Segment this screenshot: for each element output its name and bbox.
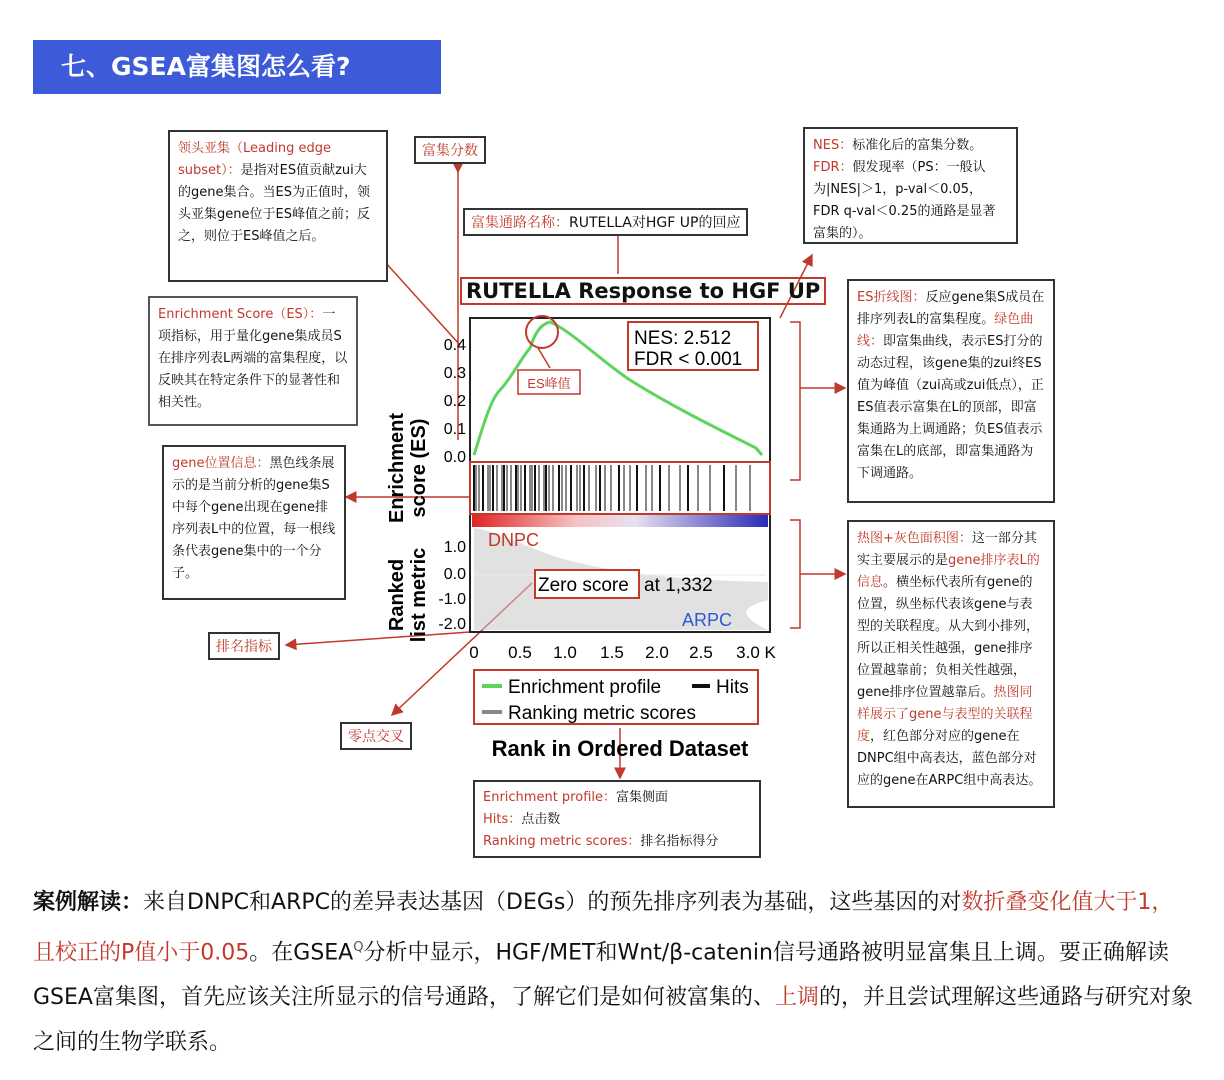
hits-body: 点击数 [521,812,561,827]
x-tick-label: 0 [469,643,479,662]
rank-axis-label-line2: list metric [408,547,430,643]
legend-enrichment-profile: Enrichment profile [508,677,662,698]
paragraph-part2: 。在GSEA [249,940,354,966]
es-tick-label: 0.1 [443,421,466,438]
pathway-name-tag [463,208,748,236]
nes-value: NES: 2.512 [634,328,732,349]
es-tick-label: 0.3 [443,365,466,382]
paragraph-lead: 案例解读： [33,890,144,915]
bracket-es-curve [790,322,845,480]
heatmap-note [847,520,1055,808]
heatmap-body1: 这一部分其实主要展示的是 [857,531,1037,568]
x-tick-label: 2.5 [689,643,713,662]
rank-tick-label: 0.0 [443,566,466,583]
x-ticks [469,643,776,662]
rank-tick-label: -2.0 [438,616,466,633]
es-tick-label: 0.4 [443,337,466,354]
zero-score-rest: at 1,332 [644,575,713,596]
rank-axis-label-line1: Ranked [386,558,408,632]
heatmap-red1: gene排序表L的信息 [857,553,1040,590]
paragraph-part4: 的，并且尝试理解这些通路与研究对象之间的生物学联系。 [33,985,1193,1056]
paragraph-highlight-2: 上调 [774,985,819,1011]
heatmap-body2: 。横坐标代表所有gene的位置，纵坐标代表该gene与表型的关联程度。从大到小排列，所以正相关性越强，gene排序位置越靠前；负相关性越强，gene排序位置越靠后。 [857,575,1040,700]
es-def-title: Enrichment Score（ES）： [158,307,323,322]
legend-hits: Hits [716,677,749,698]
es-tick-label: 0.2 [443,393,466,410]
gene-position-body: 黑色线条展示的是当前分析的gene集S中每个gene出现在gene排序列表L中的位置，每一根线条代表gene集中的一个分子。 [172,456,336,581]
green-curve-label: 绿色曲线： [857,312,1034,349]
enrichment-score-tag: 富集分数 [414,136,486,164]
arpc-label: ARPC [682,610,733,630]
leading-edge-body: 是指对ES值贡献zui大的gene集合。当ES为正值时，领头亚集gene位于ES峰值之前；反之，则位于ES峰值之后。 [178,163,370,244]
es-def-body: 一项指标，用于量化gene集成员S在排序列表L两端的富集程度，以反映其在特定条件下的显著性和相关性。 [158,307,348,410]
rank-ticks [438,539,466,633]
gene-position-title: gene位置信息： [172,456,270,471]
legend-ranking-metric: Ranking metric scores [508,703,696,724]
es-tick-label: 0.0 [443,449,466,466]
es-curve-body1: 反应gene集S成员在排序列表L的富集程度。 [857,290,1045,327]
x-tick-label: 3.0 K [736,643,776,662]
paragraph-highlight: 数折叠变化值大于1，且校正的P值小于0.05 [33,890,1174,966]
rank-tick-label: 1.0 [443,539,466,556]
nes-body: 标准化后的富集分数。 [852,138,983,153]
fdr-value: FDR < 0.001 [634,349,743,370]
case-paragraph [33,880,1195,1065]
bracket-heatmap [790,520,845,628]
rms-label: Ranking metric scores： [483,834,641,849]
x-tick-label: 2.0 [645,643,669,662]
es-axis-label-line2: score (ES) [408,418,430,518]
rms-body: 排名指标得分 [640,834,719,849]
hits-label: Hits： [483,812,522,827]
paragraph-part3: 分析中显示，HGF/MET和Wnt/β-catenin信号通路被明显富集且上调。要正确解读GSEA富集图，首先应该关注所显示的信号通路，了解它们是如何被富集的、 [33,940,1169,1011]
fdr-body: 假发现率（PS：一般认为|NES|＞1，p-val＜0.05，FDR q-val＜0.25的通路是显著富集的）。 [813,160,996,241]
rank-tick-label: -1.0 [438,591,466,608]
x-axis-label: Rank in Ordered Dataset [491,736,749,761]
es-definition-note [148,296,358,426]
heatmap-bar [472,515,768,527]
x-tick-label: 0.5 [508,643,532,662]
heatmap-red2: 热图同样展示了gene与表型的关联程度 [857,685,1033,744]
gene-position-note [162,445,346,600]
search-superscript-icon[interactable]: Q [353,940,364,955]
ep-body: 富集侧面 [616,790,669,805]
es-peak-marker [526,316,558,348]
nes-label: NES： [813,138,853,153]
leading-edge-note [168,130,388,282]
es-peak-tag: ES峰值 [527,376,571,391]
paragraph-part1: 来自DNPC和ARPC的差异表达基因（DEGs）的预先排序列表为基础，这些基因的对 [143,890,962,915]
pathway-name-value: RUTELLA对HGF UP的回应 [569,215,741,231]
x-tick-label: 1.0 [553,643,577,662]
es-curve-body2: 即富集曲线，表示ES打分的动态过程，该gene集的zui终ES值为峰值（zui高或zui低点），正ES值表示富集在L的顶部，即富集通路为上调通路；负ES值表示富集在L的底部，即富集通路为下调通路。 [857,334,1044,481]
fdr-label: FDR： [813,160,853,175]
plot-title: RUTELLA Response to HGF UP [460,277,826,305]
es-ticks [444,337,466,466]
leading-edge-title: 领头亚集（Leading edge subset）： [178,141,331,178]
es-axis-label-line1: Enrichment [386,412,408,524]
es-peak-pointer [538,348,550,368]
zero-crossing-tag: 零点交叉 [340,722,412,750]
heatmap-body3: ，红色部分对应的gene在DNPC组中高表达，蓝色部分对应的gene在ARPC组中高表达。 [857,729,1042,788]
ep-label: Enrichment profile： [483,790,616,805]
ranking-metric-tag: 排名指标 [208,632,280,660]
legend-definition-note [473,780,761,858]
nes-fdr-note [803,127,1018,244]
section-heading: 七、GSEA富集图怎么看? [33,40,441,94]
x-tick-label: 1.5 [600,643,624,662]
heatmap-title: 热图+灰色面积图： [857,531,972,546]
gsea-plot [370,300,790,770]
dnpc-label: DNPC [488,530,540,550]
pathway-name-label: 富集通路名称： [471,215,569,231]
zero-score-label: Zero score [538,575,629,596]
es-curve-title: ES折线图： [857,290,926,305]
es-curve-note [847,279,1055,503]
